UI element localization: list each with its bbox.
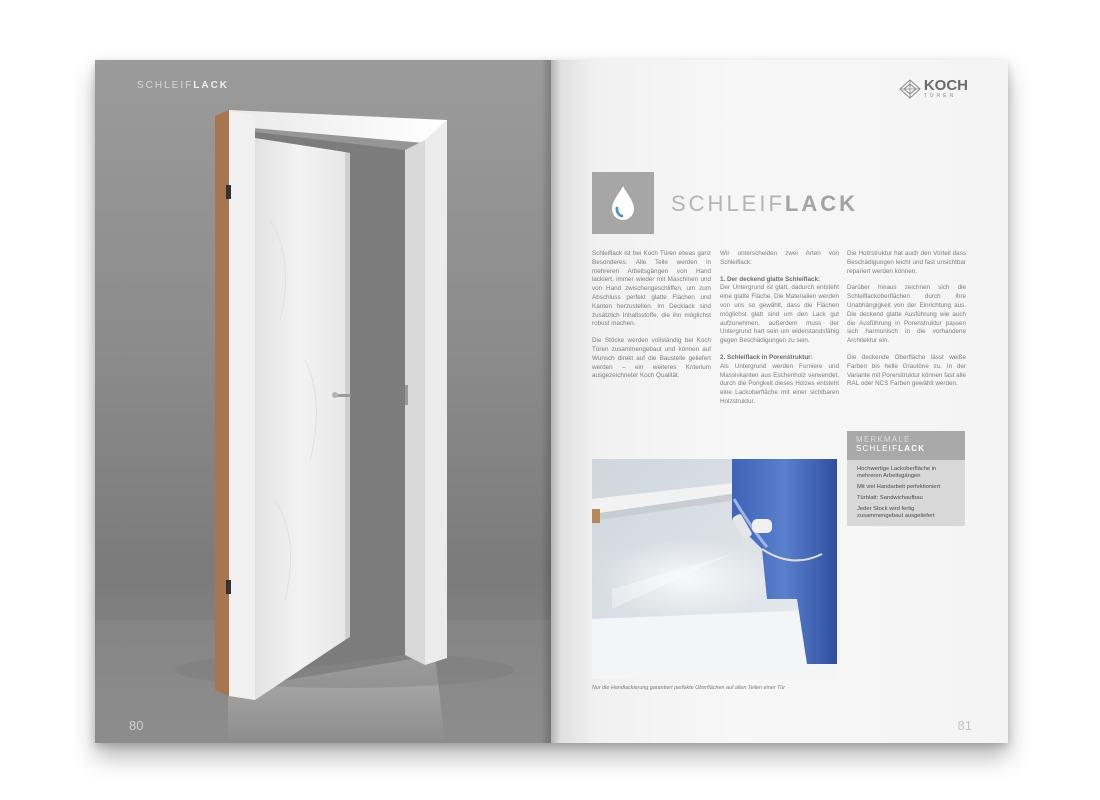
- paragraph: Der Untergrund ist glatt, dadurch entsteht eine glatte Fläche. Die Materialien werden von uns so gewählt, dass die Flächen möglichst glatt sind um den Lack gut aufzunehmen, außerdem muss der Untergrund hart sein um widerstandsfähig gegen Beschädigungen zu sein.: [720, 284, 839, 345]
- feature-item: Jeder Stock wird fertig zusammengebaut ausgeliefert: [857, 506, 935, 519]
- door-photo: [95, 60, 551, 743]
- features-box: [847, 431, 965, 526]
- page-title: SCHLEIFLACK: [671, 191, 859, 216]
- door-hinge-upper: [226, 185, 231, 199]
- paragraph: Die Stöcke werden vollständig bei Koch Türen zusammengebaut und können auf Wunsch direkt auf die Baustelle geliefert werden – ein weiteres Kriterium ausgezeichneter Koch Qualität.: [592, 337, 711, 380]
- paragraph: Wir unterscheiden zwei Arten von Schleiflack:: [720, 250, 839, 266]
- paragraph: Die Holzstruktur hat auch den Vorteil dass Beschädigungen leicht und fast unsichtbar repariert werden können.: [847, 250, 966, 275]
- feature-item: Mit viel Handarbeit perfektioniert: [857, 484, 941, 490]
- page-gutter-shadow: [541, 60, 561, 743]
- logo-sub: TÜREN: [923, 93, 957, 99]
- water-drop-icon: [609, 184, 637, 222]
- text-column-2: [720, 250, 839, 415]
- text-column-3: [847, 250, 966, 397]
- paragraph: Schleiflack ist bei Koch Türen etwas ganz Besonderes: Alle Teile werden in mehreren Arbeitsgängen von Hand lackiert, immer wieder mit Maschinen und von Hand zwischengeschliffen, um zum Abschluss perfekt glatte Flächen und Kanten herzustellen. Im Decklack sind zusätzlich Inhaltsstoffe, die ihn möglichst robust machen.: [592, 250, 711, 328]
- text-column-1: [592, 250, 711, 389]
- door-hinge-lower: [226, 580, 231, 594]
- features-list: [847, 460, 965, 526]
- logo-brand: KOCH: [923, 77, 968, 94]
- door-leaf: [255, 138, 345, 700]
- spray-painting-photo: [592, 459, 837, 679]
- koch-logo: [899, 78, 968, 100]
- title-icon-box: [592, 172, 654, 234]
- left-page-header: SCHLEIFLACK: [137, 80, 230, 91]
- subheading: 2. Schleiflack in Porenstruktur:: [720, 353, 813, 361]
- page-number-right: 81: [957, 718, 972, 733]
- right-page: [551, 60, 1008, 743]
- paragraph: Die deckende Oberfläche lässt weiße Farben bis helle Grautöne zu. In der Variante mit Porenstruktur können fast alle RAL oder NCS Farben gewählt werden.: [847, 353, 966, 388]
- paragraph: Darüber hinaus zeichnen sich die Schleiflackoberflächen durch ihre Unabhängigkeit von der Einrichtung aus. Die deckend glatte Ausführung wie auch die Ausführung in Porenstruktur passen sich harmonisch in die vorhandene Architektur ein.: [847, 284, 966, 345]
- feature-item: Türblatt: Sandwichaufbau: [857, 495, 923, 501]
- photo-caption: Nur die Handlackierung garantiert perfekte Oberflächen auf allen Teilen einer Tür: [592, 685, 786, 691]
- features-heading: MERKMALE SCHLEIFLACK: [847, 431, 965, 460]
- paragraph: Als Untergrund werden Furniere und Massivkanten aus Eschenholz verwendet, durch die Porigkeit dieses Holzes entsteht eine Lackoberfläche mit einer sichtbaren Holzstruktur.: [720, 362, 839, 405]
- feature-item: Hochwertige Lackoberfläche in mehreren Arbeitsgängen: [857, 466, 937, 479]
- subheading: 1. Der deckend glatte Schleiflack:: [720, 275, 821, 283]
- door-frame-right: [425, 120, 447, 665]
- brochure-spread: [95, 60, 1008, 743]
- page-number-left: 80: [129, 718, 144, 733]
- left-page: [95, 60, 551, 743]
- koch-logo-mark-icon: [899, 79, 921, 99]
